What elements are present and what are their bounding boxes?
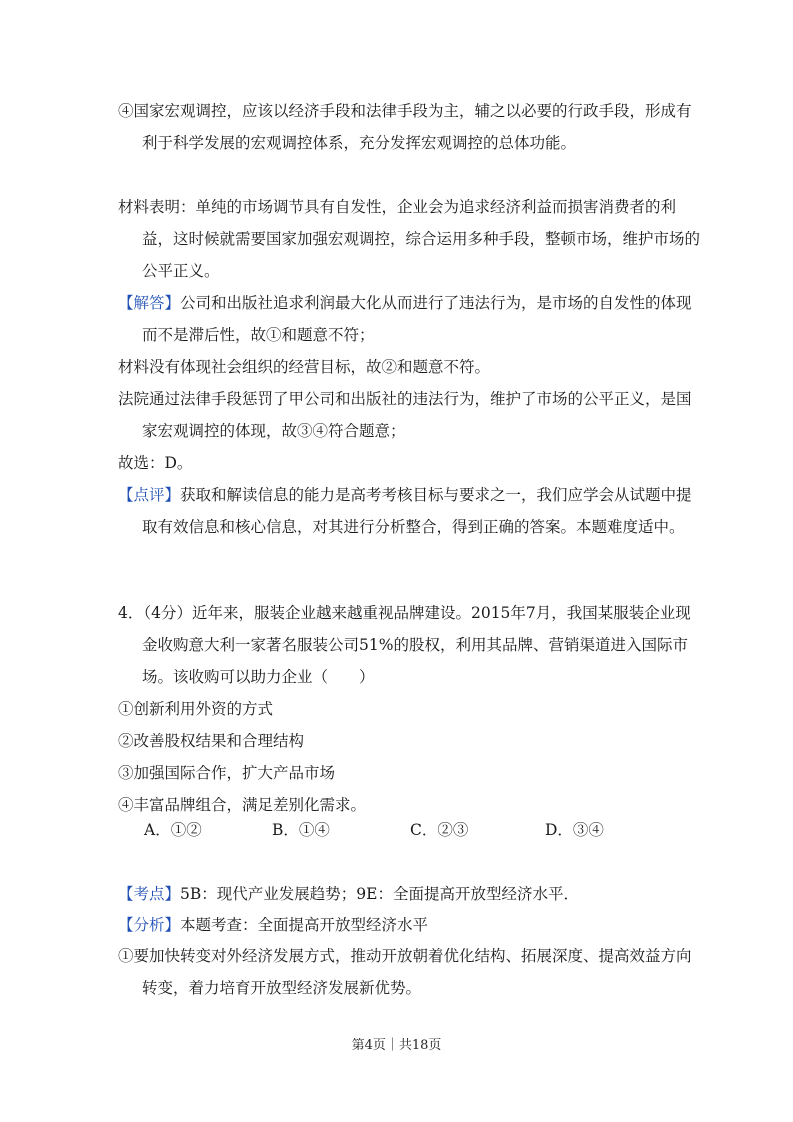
option-a: A．①②	[144, 821, 202, 839]
fenxi-text: 本题考查：全面提高开放型经济水平	[180, 916, 429, 934]
paragraph-material-shows: 材料表明：单纯的市场调节具有自发性，企业会为追求经济利益而损害消费者的利益，这时候就需要国家加强宏观调控，综合运用多种手段，整顿市场，维护市场的公平正义。	[118, 198, 701, 280]
question-item-3: ③加强国际合作，扩大产品市场	[118, 764, 336, 782]
paragraph-court: 法院通过法律手段惩罚了甲公司和出版社的违法行为，维护了市场的公平正义，是国家宏观调控的体现，故③④符合题意；	[118, 390, 692, 440]
page-footer: 第4页｜共18页	[351, 1038, 442, 1053]
question-item-4: ④丰富品牌组合，满足差别化需求。	[118, 796, 367, 814]
paragraph-choose: 故选：D。	[118, 454, 193, 472]
option-c: C．②③	[410, 821, 469, 839]
option-b: B．①④	[272, 821, 330, 839]
option-d: D．③④	[545, 821, 604, 839]
answer-text: 公司和出版社追求利润最大化从而进行了违法行为，是市场的自发性的体现而不是滞后性，故①和题意不符；	[142, 294, 692, 344]
paragraph-answer	[118, 287, 702, 351]
answer-tag: 【解答】	[118, 294, 181, 312]
paragraph-fenxi	[118, 909, 702, 941]
question-item-1: ①创新利用外资的方式	[118, 700, 274, 718]
kaodian-text: 5B：现代产业发展趋势；9E：全面提高开放型经济水平．	[180, 885, 579, 903]
paragraph-comment	[118, 479, 702, 543]
paragraph-open-economy: ①要加快转变对外经济发展方式，推动开放朝着优化结构、拓展深度、提高效益方向转变，着力培育开放型经济发展新优势。	[118, 947, 692, 997]
question-stem: 4．（4分）近年来，服装企业越来越重视品牌建设。2015年7月，我国某服装企业现金收购意大利一家著名服装公司51%的股权，利用其品牌、营销渠道进入国际市场。该收购可以助力企业（ ）	[118, 604, 691, 686]
kaodian-tag: 【考点】	[118, 885, 181, 903]
answer-options	[144, 814, 664, 846]
comment-tag: 【点评】	[118, 486, 181, 504]
paragraph-kaodian	[118, 878, 702, 910]
question-item-2: ②改善股权结果和合理结构	[118, 732, 305, 750]
paragraph-org-goal: 材料没有体现社会组织的经营目标，故②和题意不符。	[118, 358, 491, 376]
paragraph-macro-control: ④国家宏观调控，应该以经济手段和法律手段为主，辅之以必要的行政手段，形成有利于科学发展的宏观调控体系，充分发挥宏观调控的总体功能。	[118, 102, 692, 152]
fenxi-tag: 【分析】	[118, 916, 181, 934]
comment-text: 获取和解读信息的能力是高考考核目标与要求之一，我们应学会从试题中提取有效信息和核心信息，对其进行分析整合，得到正确的答案。本题难度适中。	[142, 486, 692, 536]
